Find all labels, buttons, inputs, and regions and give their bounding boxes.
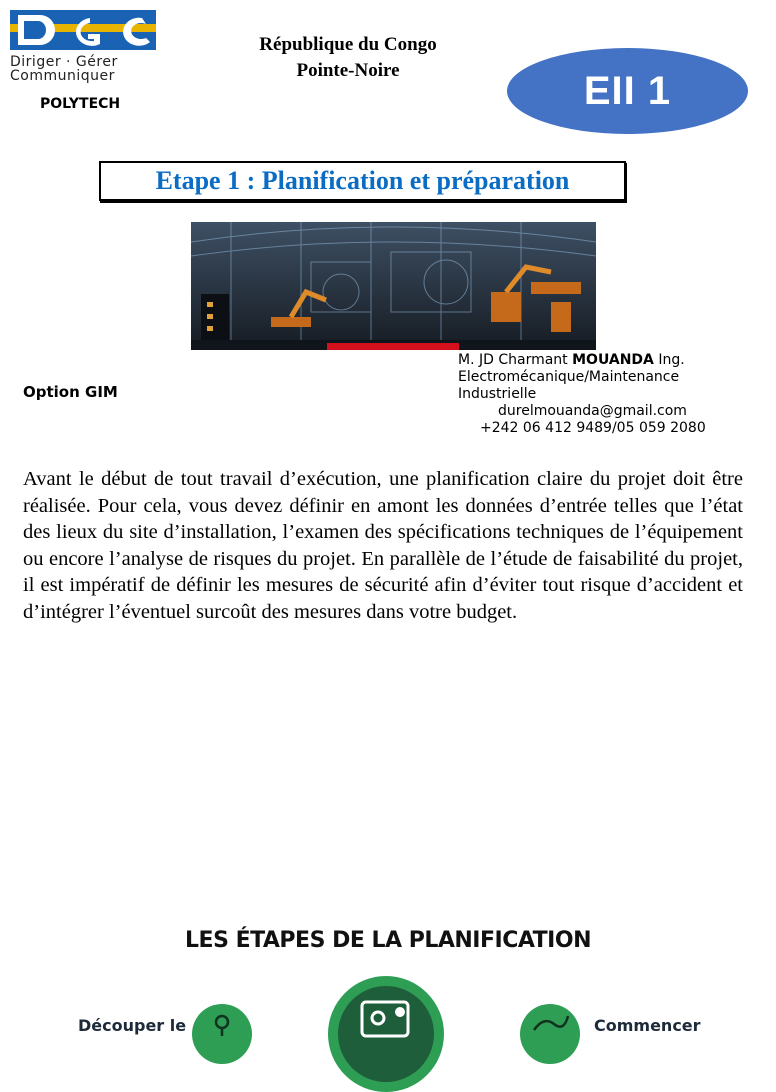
intro-paragraph: Avant le début de tout travail d’exécution, une planification claire du projet doit être réalisée. Pour cela, vous devez définir en amont les données d’entrée telles que l’état des lieux du site d’installation, l’examen des spécifications techniques de l’équipement ou encore l’analyse de risques du projet. En parallèle de l’étude de faisabilité du projet, il est impératif de définir les mesures de sécurité afin d’éviter tout risque d’accident et d’intégrer l’éventuel surcoût des mesures dans votre budget. [23, 468, 743, 623]
step-icon-left [192, 1004, 252, 1064]
course-badge [507, 48, 748, 134]
step-label-right: Commencer [594, 1016, 701, 1035]
central-step-icon [328, 976, 444, 1092]
lightbulb-icon [192, 1004, 252, 1064]
logo-band [10, 10, 156, 50]
author-line-1 [458, 352, 758, 369]
logo-tagline-1: Diriger · Gérer [10, 54, 118, 70]
step-label-left: Découper le [78, 1016, 187, 1035]
author-email: durelmouanda@gmail.com [498, 403, 687, 419]
logo-letters [10, 10, 156, 50]
logo-tagline-2: Communiquer [10, 68, 115, 84]
course-badge-label: EII 1 [583, 68, 672, 113]
author-title: Ing. [658, 352, 685, 368]
option-label: Option GIM [23, 383, 118, 401]
chart-trend-icon [520, 1004, 580, 1064]
gear-worker-icon [338, 986, 434, 1082]
infographic-title: LES ÉTAPES DE LA PLANIFICATION [185, 928, 591, 953]
planning-infographic [0, 980, 768, 1035]
stage-title: Etape 1 : Planification et préparation [155, 166, 570, 195]
factory-illustration [191, 222, 596, 350]
country-label: République du Congo [259, 34, 437, 55]
author-speciality-2: Industrielle [458, 386, 537, 402]
school-name: POLYTECH [40, 96, 121, 112]
city-label: Pointe-Noire [296, 60, 400, 81]
location-heading [200, 32, 496, 84]
dgc-logo [8, 8, 158, 86]
author-block [458, 352, 758, 434]
author-surname: MOUANDA [572, 352, 654, 368]
author-phone: +242 06 412 9489/05 059 2080 [480, 420, 706, 436]
central-step-inner [338, 986, 434, 1082]
stage-title-box [99, 161, 626, 201]
red-accent-strip [327, 343, 459, 350]
step-icon-right [520, 1004, 580, 1064]
author-prefix: M. JD Charmant [458, 352, 568, 368]
author-speciality: Electromécanique/Maintenance [458, 369, 680, 385]
